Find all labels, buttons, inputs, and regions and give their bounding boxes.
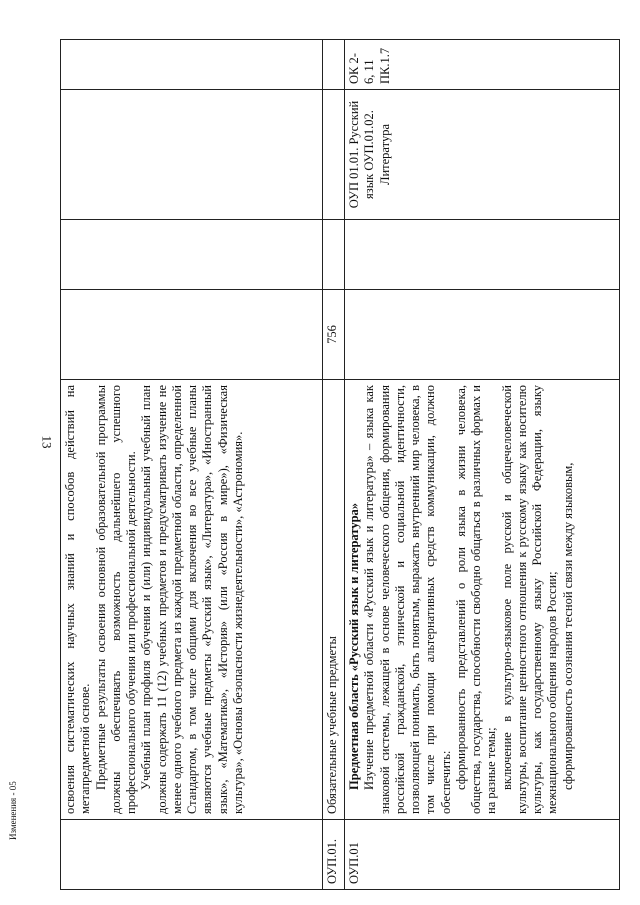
row-empty xyxy=(61,220,323,290)
row-hours xyxy=(345,290,620,380)
row-hours xyxy=(61,290,323,380)
content-paragraph: включение в культурно-языковое поле русской и общечеловеческой культуры, воспитание ценностного отношения к русскому языку как носителю культуры, как государственному языку Российской Федерации, языку межнационального общения народов России; xyxy=(499,385,560,814)
curriculum-table xyxy=(60,39,620,890)
row-content xyxy=(61,380,323,820)
row-disciplines xyxy=(323,90,345,220)
page-number: 13 xyxy=(39,435,55,449)
content-paragraph: Предметные результаты освоения основной образовательной программы должны обеспечивать возможность дальнейшего успешного профессионального обучения или профессиональной деятельности. xyxy=(93,385,138,814)
row-hours: 756 xyxy=(323,290,345,380)
row-disciplines xyxy=(61,90,323,220)
row-code: ОУП.01 xyxy=(345,820,620,890)
content-paragraph: сформированность осознания тесной связи между языковым, xyxy=(560,462,575,790)
row-content xyxy=(345,380,620,820)
row-code: ОУП.01. xyxy=(323,820,345,890)
section-heading: Предметная область «Русский язык и литература» xyxy=(347,502,361,790)
table-row xyxy=(61,40,323,890)
row-competencies: ОК 2-6, 11 ПК.1.7 xyxy=(345,40,620,90)
content-paragraph: сформированность представлений о роли языка в жизни человека, общества, государства, способности свободно общаться в различных формах и на разные темы; xyxy=(453,385,499,814)
row-competencies xyxy=(61,40,323,90)
rotated-document xyxy=(60,40,620,890)
row-disciplines: ОУП 01.01. Русский язык ОУП.01.02. Литература xyxy=(345,90,620,220)
content-paragraph: Изучение предметной области «Русский язык и литература» – языка как знаковой системы, лежащей в основе человеческого общения, формирования российской гражданской, этнической и социальной идентичности, позволяющей понимать, быть понятым, выражать внутренний мир человека, в том числе при помощи альтернативных средств коммуникации, должно обеспечить: xyxy=(362,385,453,814)
footer-note: Изменения - 05 xyxy=(8,781,18,840)
row-empty xyxy=(323,220,345,290)
row-code xyxy=(61,820,323,890)
row-competencies xyxy=(323,40,345,90)
table-row xyxy=(345,40,620,890)
content-paragraph: Учебный план профиля обучения и (или) индивидуальный учебный план должны содержать 11 (12) учебных предметов и предусматривать изучение не менее одного учебного предмета из каждой предметной области, определенной Стандартом, в том числе общими для включения во все учебные планы являются учебные предметы «Русский язык», «Литература», «Иностранный язык», «Математика», «История» (или «Россия в мире»), «Физическая культура», «Основы безопасности жизнедеятельности», «Астрономия». xyxy=(139,385,245,814)
content-paragraph: освоения систематических научных знаний и способов действий на метапредметной основе. xyxy=(63,385,93,814)
table-row xyxy=(323,40,345,890)
row-empty xyxy=(345,220,620,290)
row-content: Обязательные учебные предметы xyxy=(323,380,345,820)
